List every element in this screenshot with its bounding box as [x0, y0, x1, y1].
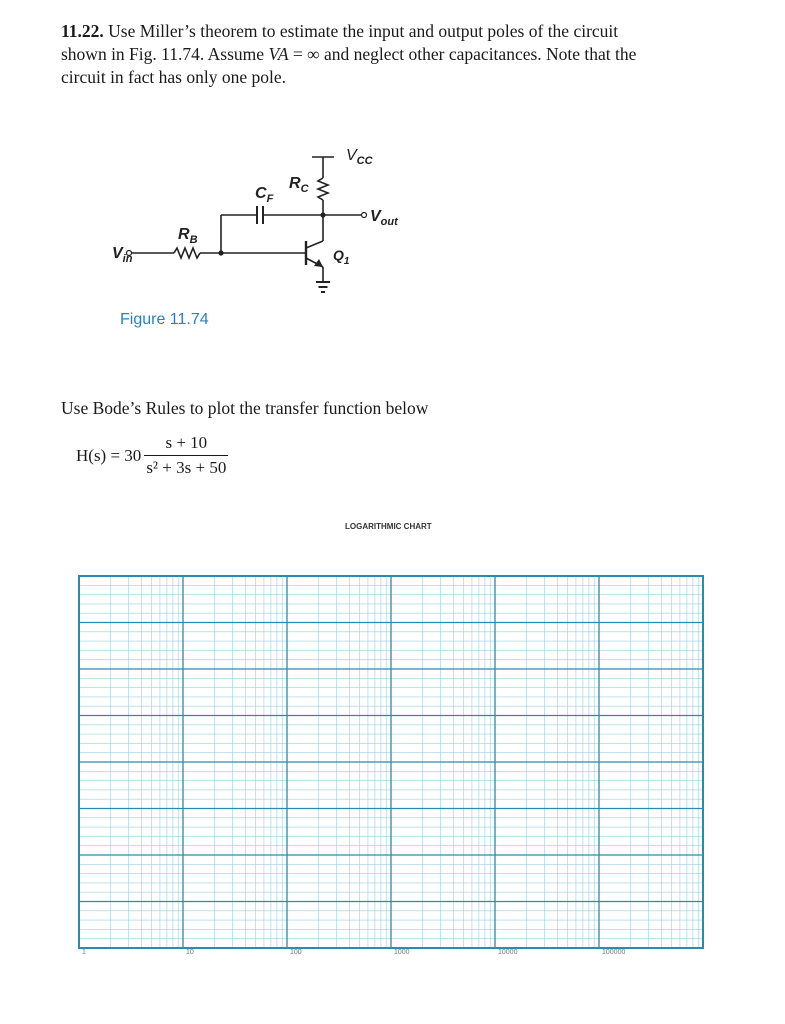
svg-text:CF [255, 185, 274, 205]
equation-fraction [144, 433, 228, 478]
vout-terminal [362, 213, 367, 218]
svg-text:Vout [370, 208, 399, 228]
svg-text:Q1 [333, 247, 350, 267]
vout-label: V [370, 208, 381, 225]
svg-text:RB [178, 226, 198, 246]
problem-statement [61, 20, 751, 89]
vcc-label: V [346, 147, 357, 164]
equation-numerator: s + 10 [165, 433, 208, 452]
rb-label: R [178, 226, 190, 243]
cf-subscript: F [266, 193, 274, 205]
problem-line-2a: shown in Fig. 11.74. Assume [61, 44, 269, 64]
tick-label: 100000 [602, 949, 626, 956]
va-symbol: VA [268, 44, 289, 64]
problem-line-1: Use Miller’s theorem to estimate the input and output poles of the circuit [108, 21, 619, 41]
tick-label: 10 [186, 949, 194, 956]
problem-line-3: circuit in fact has only one pole. [61, 67, 286, 87]
problem-line-2b: = ∞ and neglect other capacitances. Note that the [288, 44, 637, 64]
tick-label: 1000 [394, 949, 410, 956]
ground-icon [316, 282, 330, 292]
tick-label: 1 [82, 949, 86, 956]
tick-label: 100 [290, 949, 302, 956]
vin-subscript: in [122, 253, 133, 265]
svg-text:Vin [112, 245, 133, 265]
vout-subscript: out [380, 216, 398, 228]
vin-label: V [112, 245, 123, 262]
tick-label: 10000 [498, 949, 518, 956]
equation-lhs: H(s) = 30 [76, 445, 142, 465]
figure-caption: Figure 11.74 [120, 311, 209, 328]
q1-label: Q [333, 247, 344, 263]
rb-subscript: B [189, 234, 198, 246]
rc-resistor-symbol [318, 178, 328, 200]
rb-resistor-symbol [174, 248, 200, 258]
cf-label: C [255, 185, 267, 202]
circuit-diagram [112, 140, 432, 300]
q1-subscript: 1 [343, 256, 350, 267]
transfer-function [76, 433, 228, 478]
svg-text:RC [289, 175, 310, 195]
rc-label: R [289, 175, 301, 192]
chart-title: LOGARITHMIC CHART [345, 522, 432, 531]
svg-text:VCC [346, 147, 374, 167]
bode-instruction: Use Bode’s Rules to plot the transfer function below [61, 398, 429, 418]
equation-denominator: s² + 3s + 50 [144, 455, 228, 478]
problem-number: 11.22. [61, 21, 104, 41]
rc-subscript: C [300, 183, 309, 195]
logarithmic-chart [76, 574, 706, 950]
vcc-subscript: CC [356, 155, 373, 167]
